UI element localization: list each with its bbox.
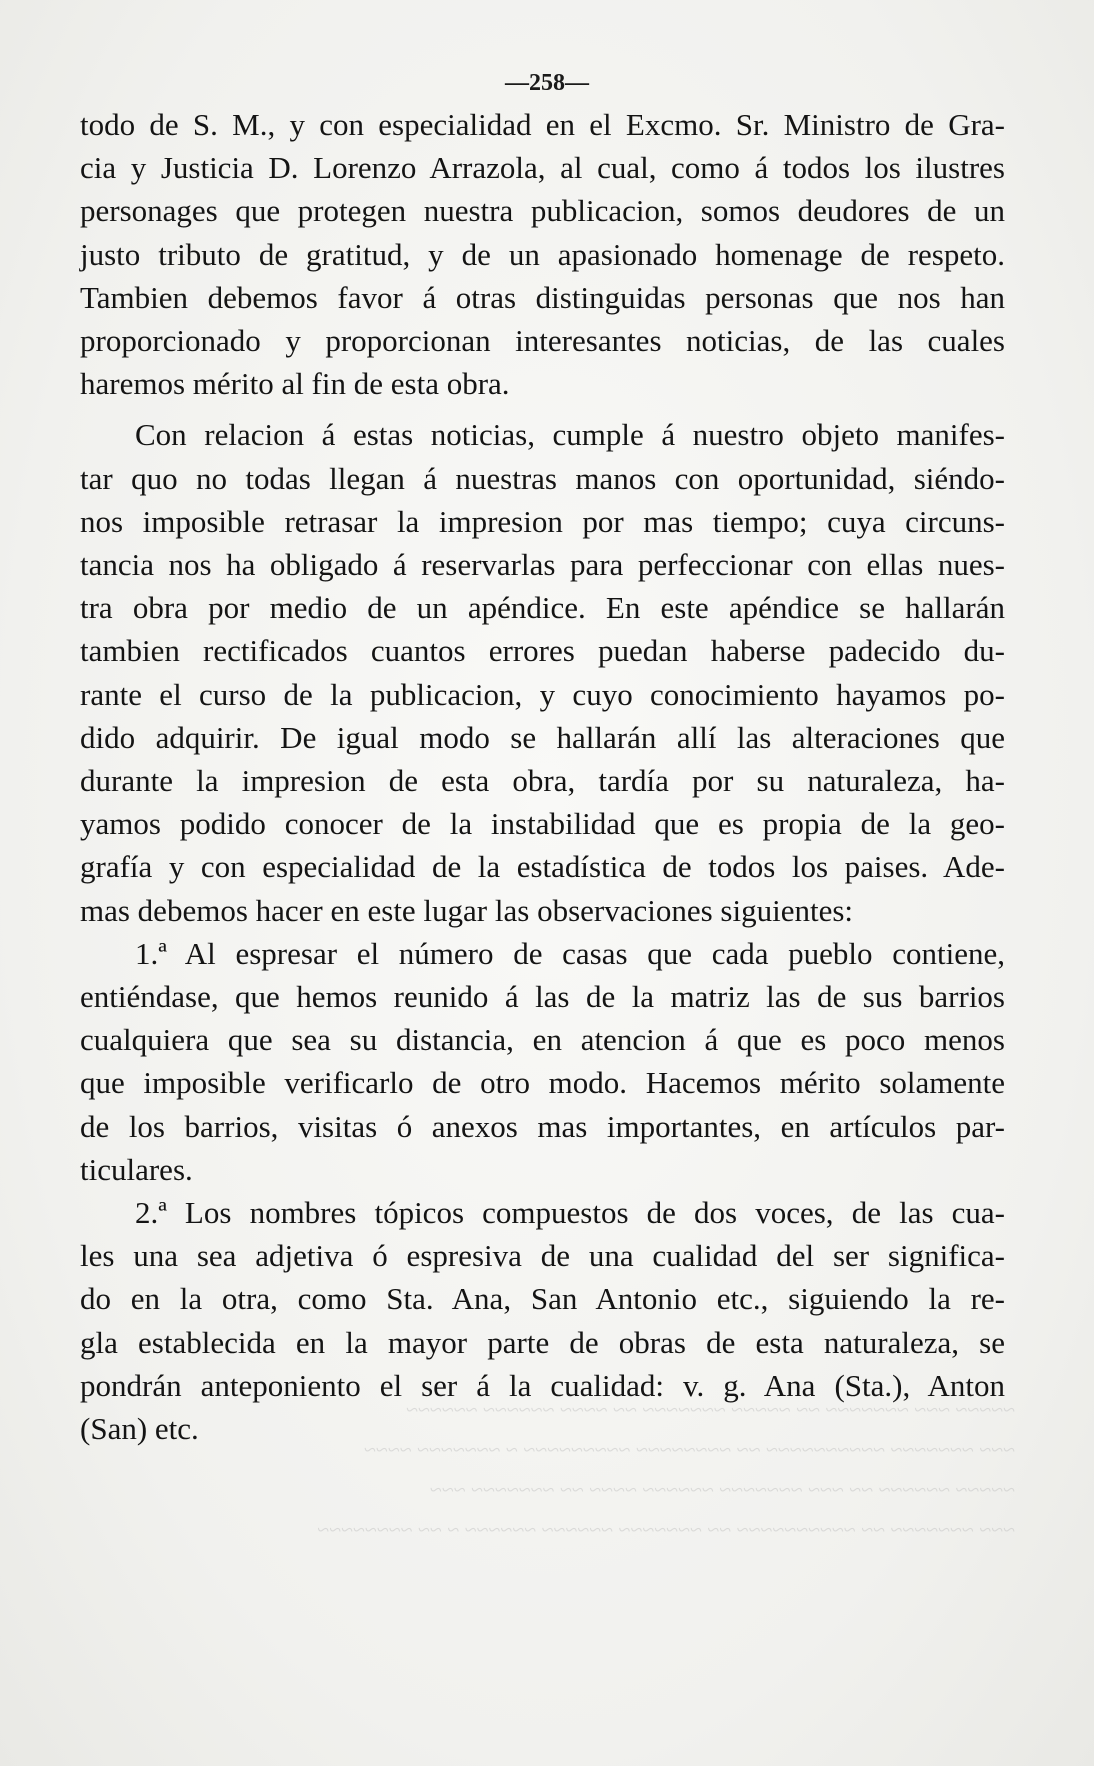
text-line: tambien rectificados cuantos errores puedan haberse padecido du-: [80, 633, 1005, 669]
text-line: les una sea adjetiva ó espresiva de una cualidad del ser significa-: [80, 1238, 1005, 1274]
text-line: de los barrios, visitas ó anexos mas importantes, en artículos par-: [80, 1108, 1005, 1144]
text-line: Con relacion á estas noticias, cumple á nuestro objeto manifes-: [135, 417, 1005, 453]
text-line: cia y Justicia D. Lorenzo Arrazola, al cual, como á todos los ilustres: [80, 150, 1005, 186]
text-line: (San) etc.: [80, 1411, 199, 1447]
text-line: nos imposible retrasar la impresion por mas tiempo; cuya circuns-: [80, 503, 1005, 539]
text-line: tra obra por medio de un apéndice. En este apéndice se hallarán: [80, 590, 1005, 626]
bleed-line: ~~~~~ ~~~ ~~~~~~~ ~~ ~~~~~ ~~~~~~~ ~~ ~~~~ ~~~~~~ ~~~~~~: [406, 1397, 1015, 1422]
text-line: justo tributo de gratitud, y de un apasionado homenage de respeto.: [80, 236, 1005, 272]
text-line: todo de S. M., y con especialidad en el Excmo. Sr. Ministro de Gra-: [80, 107, 1005, 142]
text-line: pondrán anteponiento el ser á la cualidad: v. g. Ana (Sta.), Anton: [80, 1367, 1005, 1403]
text-line: mas debemos hacer en este lugar las observaciones siguientes:: [80, 892, 854, 928]
text-line: dido adquirir. De igual modo se hallarán allí las alteraciones que: [80, 719, 1005, 755]
text-line: gla establecida en la mayor parte de obras de esta naturaleza, se: [80, 1324, 1005, 1360]
text-line: proporcionado y proporcionan interesantes noticias, de las cuales: [80, 323, 1005, 359]
text-line: cualquiera que sea su distancia, en atencion á que es poco menos: [80, 1022, 1005, 1058]
paragraph-acknowledgements: [80, 103, 1005, 405]
text-line: Tambien debemos favor á otras distinguidas personas que nos han: [80, 279, 1005, 315]
paragraph-notices: [80, 413, 1005, 931]
text-line: personages que protegen nuestra publicacion, somos deudores de un: [80, 193, 1005, 229]
bleed-line: ~~~~~ ~~~~~~ ~~ ~~~ ~~~~~~~ ~~~~~~ ~~~~ ~~ ~~~~~~~ ~~~: [429, 1477, 1015, 1502]
text-line: que imposible verificarlo de otro modo. Hacemos mérito solamente: [80, 1065, 1005, 1101]
text-line: yamos podido conocer de la instabilidad que es propia de la geo-: [80, 806, 1005, 842]
page-number: —258—: [505, 70, 589, 96]
paragraph-observation-2: [80, 1191, 1005, 1450]
text-line: 1.ª Al espresar el número de casas que cada pueblo contiene,: [135, 935, 1005, 971]
text-line: tancia nos ha obligado á reservarlas para perfeccionar con ellas nues-: [80, 547, 1005, 583]
text-line: grafía y con especialidad de la estadística de todos los paises. Ade-: [80, 849, 1005, 885]
text-line: durante la impresion de esta obra, tardía por su naturaleza, ha-: [80, 763, 1005, 799]
paragraph-gap: [80, 405, 1005, 413]
text-line: do en la otra, como Sta. Ana, San Antonio etc., siguiendo la re-: [80, 1281, 1005, 1317]
text-line: ticulares.: [80, 1151, 193, 1187]
bleed-line: ~~~ ~~~~~~~ ~~ ~~~~~~~~~~ ~~ ~~~~~~~ ~~~~~~ ~~~~~~ ~ ~~ ~~~~~~~~: [317, 1517, 1015, 1542]
paragraph-observation-1: [80, 932, 1005, 1191]
text-line: haremos mérito al fin de esta obra.: [80, 366, 510, 402]
text-line: rante el curso de la publicacion, y cuyo conocimiento hayamos po-: [80, 676, 1005, 712]
bleed-line: ~~~ ~~~~~~~ ~~~~~~~~~~ ~~ ~~~~~~~~ ~~~~~~~~~ ~ ~~~~~~~ ~~~~: [363, 1437, 1015, 1462]
text-line: entiéndase, que hemos reunido á las de la matriz las de sus barrios: [80, 979, 1005, 1015]
text-line: tar quo no todas llegan á nuestras manos con oportunidad, siéndo-: [80, 460, 1005, 496]
body-text: [80, 103, 1005, 1450]
text-line: 2.ª Los nombres tópicos compuestos de dos voces, de las cua-: [135, 1195, 1005, 1231]
